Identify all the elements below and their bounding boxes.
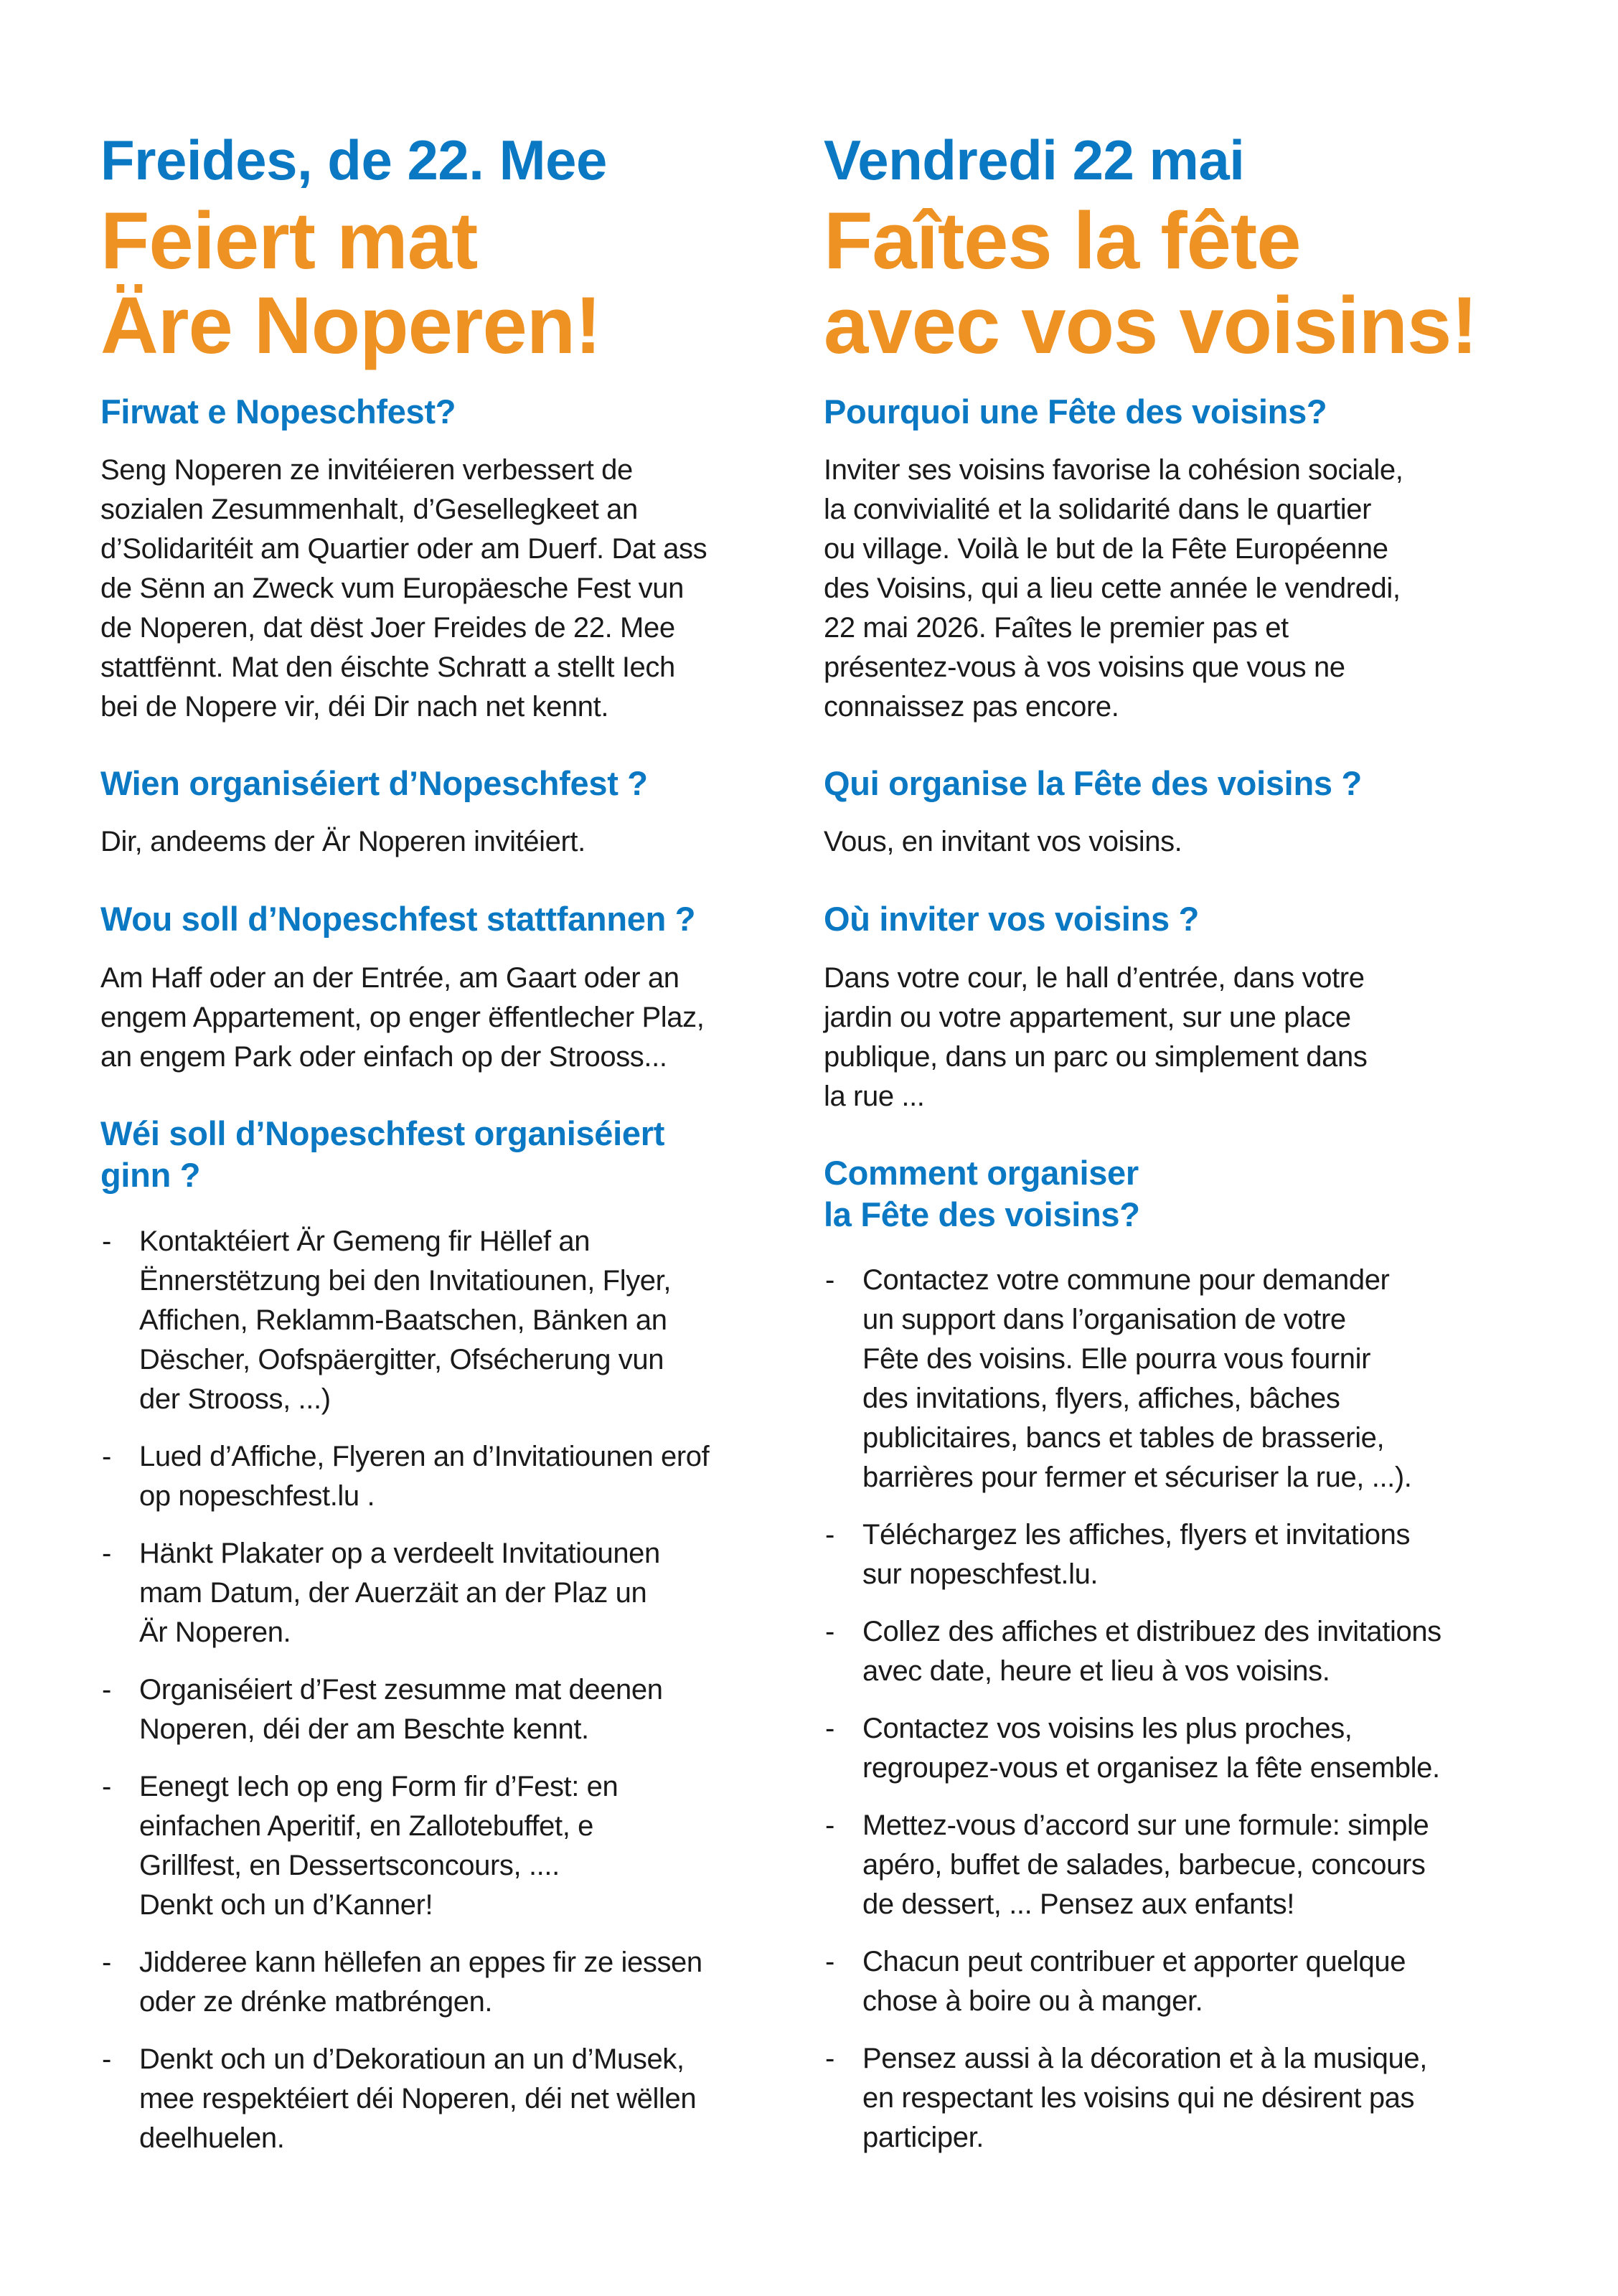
list-item — [824, 1612, 1541, 1691]
section-body-why: Seng Noperen ze invitéieren verbessert de sozialen Zesummenhalt, d’Gesellegkeet an d’Solidaritéit am Quartier oder am Duerf. Dat ass de Sënn an Zweck vum Europäesche Fest vun de Noperen, dat dëst Joer Freides de 22. Mee stattfënnt. Mat den éischte Schratt a stellt Iech bei de Nopere vir, déi Dir nach net kennt. — [100, 454, 707, 723]
section-heading-why: Firwat e Nopeschfest? — [100, 392, 456, 430]
bullet-dash: - — [102, 2043, 111, 2075]
bullet-dash: - — [102, 1441, 111, 1472]
bullet-dash: - — [825, 2043, 834, 2074]
bullet-dash: - — [102, 1538, 111, 1569]
list-item-text: Eenegt Iech op eng Form fir d’Fest: en einfachen Aperitif, en Zallotebuffet, e Grillfest, en Dessertsconcours, .... Denkt och un d’Kanner! — [139, 1771, 618, 1921]
event-date-heading: Freides, de 22. Mee — [100, 128, 607, 192]
list-item — [824, 1806, 1541, 1924]
list-item — [824, 1515, 1541, 1594]
section-heading-how: Comment organiser la Fête des voisins? — [824, 1154, 1140, 1233]
bullet-dash: - — [102, 1947, 111, 1978]
list-item — [824, 1261, 1541, 1497]
section-heading-who: Wien organiséiert d’Nopeschfest ? — [100, 764, 648, 802]
list-item-text: Collez des affiches et distribuez des invitations avec date, heure et lieu à vos voisins. — [862, 1616, 1441, 1687]
list-item-text: Hänkt Plakater op a verdeelt Invitatiounen mam Datum, der Auerzäit an der Plaz un Är Noperen. — [139, 1538, 660, 1648]
list-item-text: Mettez-vous d’accord sur une formule: simple apéro, buffet de salades, barbecue, concours de dessert, ... Pensez aux enfants! — [862, 1810, 1429, 1920]
bullet-dash: - — [825, 1264, 834, 1296]
list-item — [100, 1437, 818, 1516]
list-item-text: Organiséiert d’Fest zesumme mat deenen Noperen, déi der am Beschte kennt. — [139, 1674, 663, 1745]
list-item-text: Contactez vos voisins les plus proches, regroupez-vous et organisez la fête ensemble. — [862, 1713, 1440, 1784]
bullet-dash: - — [102, 1771, 111, 1802]
how-list — [100, 1222, 818, 2176]
section-heading-how: Wéi soll d’Nopeschfest organiséiert ginn ? — [100, 1114, 665, 1194]
main-title: Feiert mat Äre Noperen! — [100, 196, 601, 370]
list-item — [100, 1943, 818, 2022]
list-item-text: Denkt och un d’Dekoratioun an un d’Musek, mee respektéiert déi Noperen, déi net wëllen deelhuelen. — [139, 2043, 697, 2154]
section-heading-why: Pourquoi une Fête des voisins? — [824, 392, 1327, 430]
list-item — [100, 2040, 818, 2158]
list-item-text: Chacun peut contribuer et apporter quelque chose à boire ou à manger. — [862, 1946, 1406, 2017]
section-body-where: Am Haff oder an der Entrée, am Gaart oder an engem Appartement, op enger ëffentlecher Plaz, an engem Park oder einfach op der Strooss... — [100, 962, 705, 1073]
how-list — [824, 1261, 1541, 2175]
list-item — [824, 1709, 1541, 1788]
section-body-who: Dir, andeems der Är Noperen invitéiert. — [100, 826, 585, 857]
list-item-text: Contactez votre commune pour demander un support dans l’organisation de votre Fête des voisins. Elle pourra vous fournir des invitations, flyers, affiches, bâches publicitaires, bancs et tables de brasserie, barrières pour fermer et sécuriser la rue, ...). — [862, 1264, 1412, 1493]
section-heading-where: Où inviter vos voisins ? — [824, 900, 1199, 938]
section-heading-who: Qui organise la Fête des voisins ? — [824, 764, 1362, 802]
bullet-dash: - — [825, 1946, 834, 1977]
bullet-dash: - — [102, 1674, 111, 1705]
main-title: Faîtes la fête avec vos voisins! — [824, 196, 1477, 370]
bullet-dash: - — [102, 1225, 111, 1257]
section-body-why: Inviter ses voisins favorise la cohésion sociale, la convivialité et la solidarité dans le quartier ou village. Voilà le but de la Fête Européenne des Voisins, qui a lieu cette année le vendredi, 22 mai 2026. Faîtes le premier pas et présentez-vous à vos voisins que vous ne connaissez pas encore. — [824, 454, 1403, 723]
list-item — [100, 1534, 818, 1652]
section-body-who: Vous, en invitant vos voisins. — [824, 826, 1182, 857]
list-item — [100, 1767, 818, 1925]
list-item — [824, 1942, 1541, 2021]
list-item-text: Jidderee kann hëllefen an eppes fir ze iessen oder ze drénke matbréngen. — [139, 1947, 702, 2018]
section-heading-where: Wou soll d’Nopeschfest stattfannen ? — [100, 900, 696, 938]
bullet-dash: - — [825, 1519, 834, 1551]
list-item — [100, 1222, 818, 1419]
bullet-dash: - — [825, 1713, 834, 1744]
list-item — [824, 2039, 1541, 2158]
event-date-heading: Vendredi 22 mai — [824, 128, 1245, 192]
bullet-dash: - — [825, 1810, 834, 1841]
list-item-text: Pensez aussi à la décoration et à la musique, en respectant les voisins qui ne désirent pas participer. — [862, 2043, 1427, 2153]
list-item-text: Lued d’Affiche, Flyeren an d’Invitatiounen erof op nopeschfest.lu . — [139, 1441, 710, 1512]
bullet-dash: - — [825, 1616, 834, 1647]
section-body-where: Dans votre cour, le hall d’entrée, dans votre jardin ou votre appartement, sur une place publique, dans un parc ou simplement dans la rue ... — [824, 962, 1368, 1112]
list-item-text: Téléchargez les affiches, flyers et invitations sur nopeschfest.lu. — [862, 1519, 1411, 1590]
list-item-text: Kontaktéiert Är Gemeng fir Hëllef an Ënnerstëtzung bei den Invitatiounen, Flyer, Affichen, Reklamm-Baatschen, Bänken an Dëscher, Oofspäergitter, Ofsécherung vun der Strooss, ...) — [139, 1225, 672, 1415]
list-item — [100, 1670, 818, 1749]
